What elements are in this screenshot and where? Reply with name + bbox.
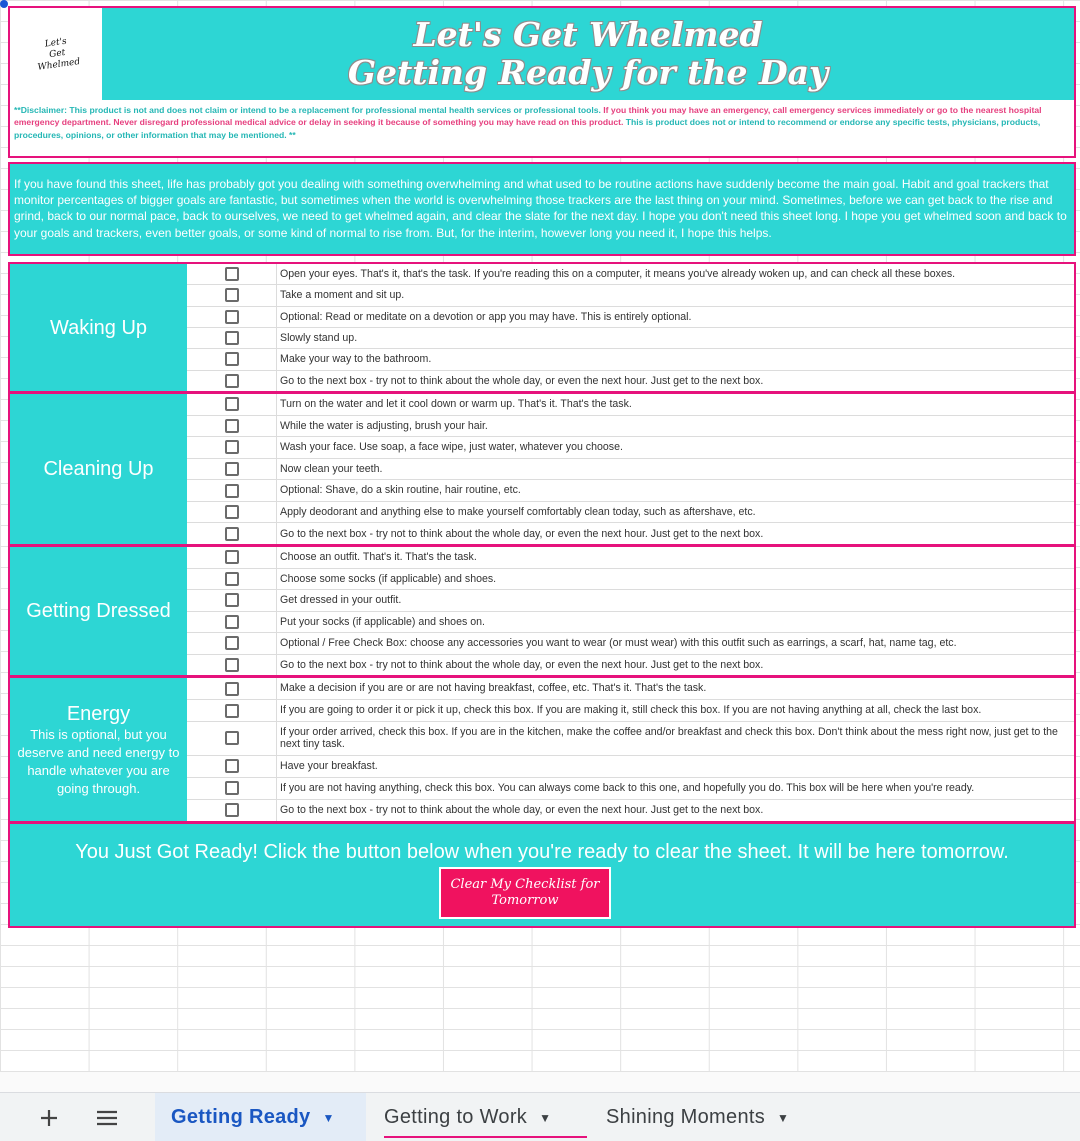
selection-handle[interactable]: [0, 0, 8, 8]
disclaimer-text-3: This is product does not or intend to recommend or endorse any specific tests, physicians, products, procedures, opinions, or other information that may be mentioned. **: [14, 117, 1041, 140]
task-checkbox[interactable]: [225, 572, 239, 586]
section-getting-dressed: [8, 545, 1076, 677]
task-checkbox[interactable]: [225, 527, 239, 541]
logo-text: Let's Get Whelmed: [36, 36, 81, 73]
section-label: [10, 547, 187, 675]
task-text: Take a moment and sit up.: [280, 289, 405, 302]
section-title: Getting Dressed: [26, 600, 171, 622]
task-text: Turn on the water and let it cool down or warm up. That's it. That's the task.: [280, 398, 632, 411]
task-text: If your order arrived, check this box. If you are in the kitchen, make the coffee and/or breakfast and check this box. Don't think about the mess right now, just get to the next tiny task.: [280, 725, 1058, 751]
tab-getting-to-work[interactable]: [368, 1093, 587, 1141]
task-row: [187, 437, 1074, 459]
task-row: [187, 371, 1074, 391]
task-row: [187, 655, 1074, 676]
plus-icon[interactable]: [34, 1103, 64, 1133]
intro-text: If you have found this sheet, life has probably got you dealing with something overwhelming and what used to be routine actions have suddenly become the main goal. Habit and goal trackers that monitor percentages of bigger goals are fantastic, but sometimes when the world is overwhelming those trackers are the last thing on your mind. Sometimes, before we can get back to the rise and grind, back to our normal pace, back to ourselves, we need to get whelmed again, and clear the slate for the next day. I hope you don't need this sheet long. I hope you get whelmed soon and back to your goals and trackers, even better goals, or some kind of normal to rise from. But, for the interim, however long you need it, I hope this helps.: [8, 162, 1076, 256]
task-row: [187, 264, 1074, 285]
footer-block: [8, 822, 1076, 928]
task-text: Make your way to the bathroom.: [280, 353, 432, 366]
task-checkbox[interactable]: [225, 593, 239, 607]
task-row: [187, 722, 1074, 756]
task-checkbox[interactable]: [225, 374, 239, 388]
task-text: While the water is adjusting, brush your hair.: [280, 419, 488, 432]
task-row: [187, 307, 1074, 328]
task-checkbox[interactable]: [225, 636, 239, 650]
section-title: Waking Up: [49, 316, 148, 339]
title-banner: [102, 8, 1074, 100]
section-title: Cleaning Up: [43, 458, 154, 480]
task-text: Apply deodorant and anything else to make yourself comfortably clean today, such as aftershave, etc.: [280, 505, 756, 518]
task-row: [187, 328, 1074, 349]
page-title: Getting Ready for the Day: [347, 53, 829, 92]
task-row: [187, 523, 1074, 544]
task-checkbox[interactable]: [225, 550, 239, 564]
menu-icon[interactable]: [92, 1103, 122, 1133]
sheet-tab-bar: [0, 1092, 1080, 1141]
task-row: [187, 502, 1074, 524]
section-waking-up: [8, 262, 1076, 393]
task-text: Wash your face. Use soap, a face wipe, just water, whatever you choose.: [280, 441, 623, 454]
task-row: [187, 612, 1074, 634]
task-row: [187, 547, 1074, 569]
task-row: [187, 349, 1074, 370]
task-row: [187, 756, 1074, 778]
clear-checklist-button[interactable]: Clear My Checklist for Tomorrow: [439, 867, 611, 919]
task-checkbox[interactable]: [225, 267, 239, 281]
task-checkbox[interactable]: [225, 352, 239, 366]
task-checkbox[interactable]: [225, 440, 239, 454]
section-subtitle: This is optional, but you deserve and need energy to handle whatever you are going through.: [17, 726, 180, 796]
task-text: Have your breakfast.: [280, 760, 378, 773]
task-row: [187, 394, 1074, 416]
task-checkbox[interactable]: [225, 781, 239, 795]
task-checkbox[interactable]: [225, 484, 239, 498]
tab-getting-ready[interactable]: [155, 1093, 366, 1141]
task-text: Put your socks (if applicable) and shoes on.: [280, 615, 485, 628]
task-checkbox[interactable]: [225, 682, 239, 696]
task-checkbox[interactable]: [225, 615, 239, 629]
task-checkbox[interactable]: [225, 462, 239, 476]
task-checkbox[interactable]: [225, 759, 239, 773]
task-text: Slowly stand up.: [280, 331, 358, 344]
task-text: If you are going to order it or pick it up, check this box. If you are making it, still check this box. If you are not having anything at all, check the last box.: [280, 704, 982, 717]
task-text: If you are not having anything, check this box. You can always come back to this one, and hopefully you do. This box will be here when you're ready.: [280, 782, 975, 795]
task-row: [187, 459, 1074, 481]
task-row: [187, 590, 1074, 612]
chevron-down-icon[interactable]: ▼: [777, 1110, 790, 1125]
task-text: Optional: Read or meditate on a devotion or app you may have. This is entirely optional.: [280, 310, 692, 323]
task-text: Make a decision if you are or are not having breakfast, coffee, etc. That's it. That's the task.: [280, 682, 707, 695]
tab-color-indicator: [384, 1136, 587, 1138]
disclaimer-text-2: If you think you may have an emergency, call emergency services immediately or go to the nearest hospital emergency department. Never disregard professional medical advice or delay in seeking it because of something you may have read on this product.: [14, 105, 1042, 128]
task-text: Go to the next box - try not to think about the whole day, or even the next hour. Just get to the next box.: [280, 374, 764, 387]
task-text: Go to the next box - try not to think about the whole day, or even the next hour. Just get to the next box.: [280, 804, 764, 817]
task-text: Now clean your teeth.: [280, 462, 383, 475]
section-cleaning-up: [8, 392, 1076, 546]
task-checkbox[interactable]: [225, 310, 239, 324]
task-checkbox[interactable]: [225, 331, 239, 345]
section-label: [10, 264, 187, 391]
task-row: [187, 480, 1074, 502]
task-text: Open your eyes. That's it, that's the task. If you're reading this on a computer, it means you've already woken up, and can check all these boxes.: [280, 267, 956, 280]
disclaimer: [14, 104, 1070, 141]
section-label: [10, 394, 187, 544]
task-row: [187, 569, 1074, 591]
disclaimer-text-1: **Disclaimer: This product is not and does not claim or intend to be a replacement for professional mental health services or professional tools.: [14, 105, 601, 115]
task-row: [187, 778, 1074, 800]
chevron-down-icon[interactable]: ▼: [322, 1110, 335, 1125]
tab-label: Shining Moments: [606, 1106, 766, 1128]
task-checkbox[interactable]: [225, 397, 239, 411]
task-row: [187, 285, 1074, 306]
tab-shining-moments[interactable]: [590, 1093, 830, 1141]
logo: [12, 10, 102, 98]
tab-gap: [0, 1072, 1080, 1092]
task-text: Go to the next box - try not to think about the whole day, or even the next hour. Just get to the next box.: [280, 527, 764, 540]
task-checkbox[interactable]: [225, 803, 239, 817]
tab-label: Getting Ready: [171, 1106, 311, 1128]
task-text: Go to the next box - try not to think about the whole day, or even the next hour. Just get to the next box.: [280, 658, 764, 671]
task-text: Choose some socks (if applicable) and shoes.: [280, 572, 497, 585]
section-title: Energy: [66, 702, 131, 725]
task-row: [187, 633, 1074, 655]
task-checkbox[interactable]: [225, 658, 239, 672]
section-energy: [8, 676, 1076, 823]
task-row: [187, 416, 1074, 438]
task-checkbox[interactable]: [225, 731, 239, 745]
task-text: Choose an outfit. That's it. That's the task.: [280, 551, 477, 563]
tab-label: Getting to Work: [384, 1106, 528, 1128]
header-block: [8, 6, 1076, 158]
task-text: Get dressed in your outfit.: [280, 594, 402, 606]
completion-message: You Just Got Ready! Click the button below when you're ready to clear the sheet. It will be here tomorrow.: [75, 841, 1009, 863]
task-row: [187, 678, 1074, 700]
task-row: [187, 800, 1074, 821]
task-checkbox[interactable]: [225, 288, 239, 302]
task-row: [187, 700, 1074, 722]
task-checkbox[interactable]: [225, 505, 239, 519]
task-checkbox[interactable]: [225, 704, 239, 718]
app-title: Let's Get Whelmed: [413, 15, 763, 54]
chevron-down-icon[interactable]: ▼: [539, 1110, 552, 1125]
task-text: Optional: Shave, do a skin routine, hair routine, etc.: [280, 484, 521, 497]
task-checkbox[interactable]: [225, 419, 239, 433]
task-text: Optional / Free Check Box: choose any accessories you want to wear (or must wear) with this outfit such as earrings, a scarf, hat, name tag, etc.: [280, 637, 957, 649]
section-label: [10, 678, 187, 821]
